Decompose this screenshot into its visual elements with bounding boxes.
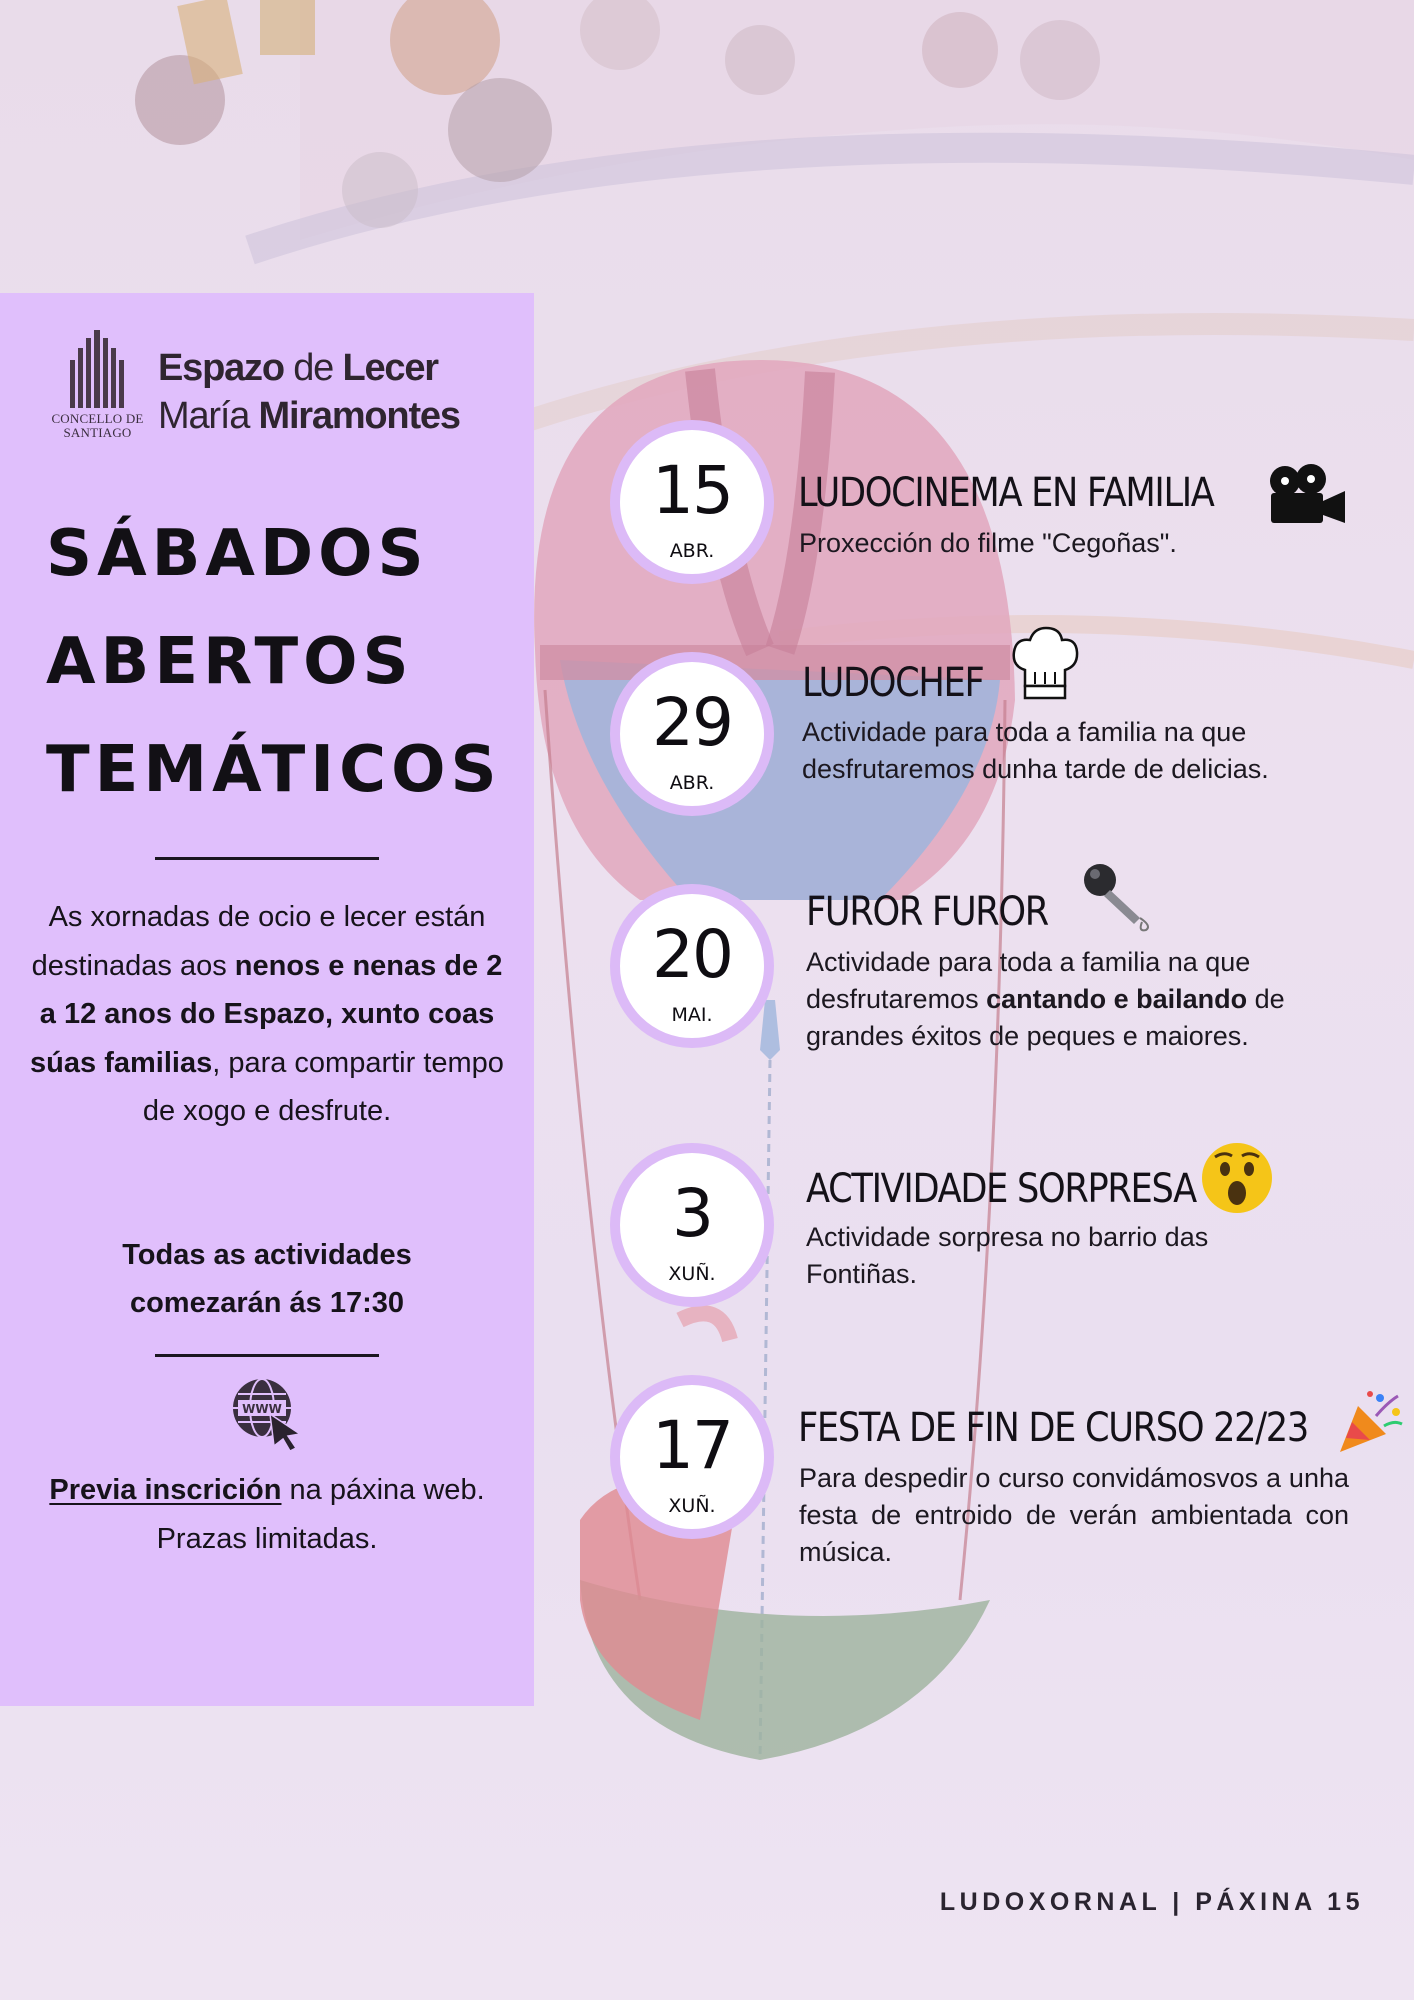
start-time-notice: Todas as actividades comezarán ás 17:30	[122, 1239, 412, 1319]
event-description: Para despedir o curso convidámosvos a unha festa de entroido de verán ambientada con música.	[799, 1463, 1349, 1567]
divider	[155, 1354, 379, 1357]
svg-text:WWW: WWW	[242, 1402, 282, 1416]
title-line: SÁBADOS	[46, 517, 429, 591]
event-description: Proxección do filme "Cegoñas".	[799, 528, 1177, 558]
movie-camera-icon	[1265, 463, 1347, 525]
page-footer: LUDOXORNAL | PÁXINA 15	[939, 1888, 1364, 1916]
event-title: FESTA DE FIN DE CURSO 22/23	[798, 1405, 1308, 1451]
event-description: Actividade sorpresa no barrio das Fontiñas.	[806, 1222, 1209, 1289]
page-title	[46, 500, 516, 824]
party-popper-icon	[1336, 1388, 1406, 1456]
logo-caption: CONCELLO DE SANTIAGO	[51, 411, 144, 440]
event-title: FUROR FUROR	[806, 889, 1048, 935]
registration-notice: Previa inscrición na páxina web. Prazas limitadas.	[49, 1474, 485, 1555]
event-date: 20 MAI.	[610, 884, 774, 1048]
logo-name: Espazo de Lecer María Miramontes	[158, 347, 460, 437]
title-line: TEMÁTICOS	[46, 733, 502, 807]
surprised-face-icon	[1200, 1141, 1274, 1215]
event-date: 15 ABR.	[610, 420, 774, 584]
event-date: 3 XUÑ.	[610, 1143, 774, 1307]
microphone-icon	[1080, 860, 1162, 932]
event-date: 17 XUÑ.	[610, 1375, 774, 1539]
event-title: ACTIVIDADE SORPRESA	[806, 1166, 1196, 1212]
chef-hat-icon	[1010, 626, 1080, 702]
intro-text: As xornadas de ocio e lecer están destinadas aos nenos e nenas de 2 a 12 anos do Espazo, xunto coas súas familias, para compartir tempo de xogo e desfrute.	[30, 901, 504, 1127]
divider	[155, 857, 379, 860]
event-date: 29 ABR.	[610, 652, 774, 816]
event-title: LUDOCHEF	[802, 660, 984, 706]
registration-link[interactable]: Previa inscrición	[49, 1474, 282, 1506]
event-description: Actividade para toda a familia na que desfrutaremos dunha tarde de delicias.	[802, 717, 1269, 784]
www-click-icon	[230, 1376, 304, 1452]
event-description: Actividade para toda a familia na que desfrutaremos cantando e bailando de grandes éxitos de peques e maiores.	[806, 947, 1285, 1051]
event-title: LUDOCINEMA EN FAMILIA	[798, 470, 1214, 516]
organization-logo	[50, 330, 470, 450]
title-line: ABERTOS	[46, 625, 414, 699]
